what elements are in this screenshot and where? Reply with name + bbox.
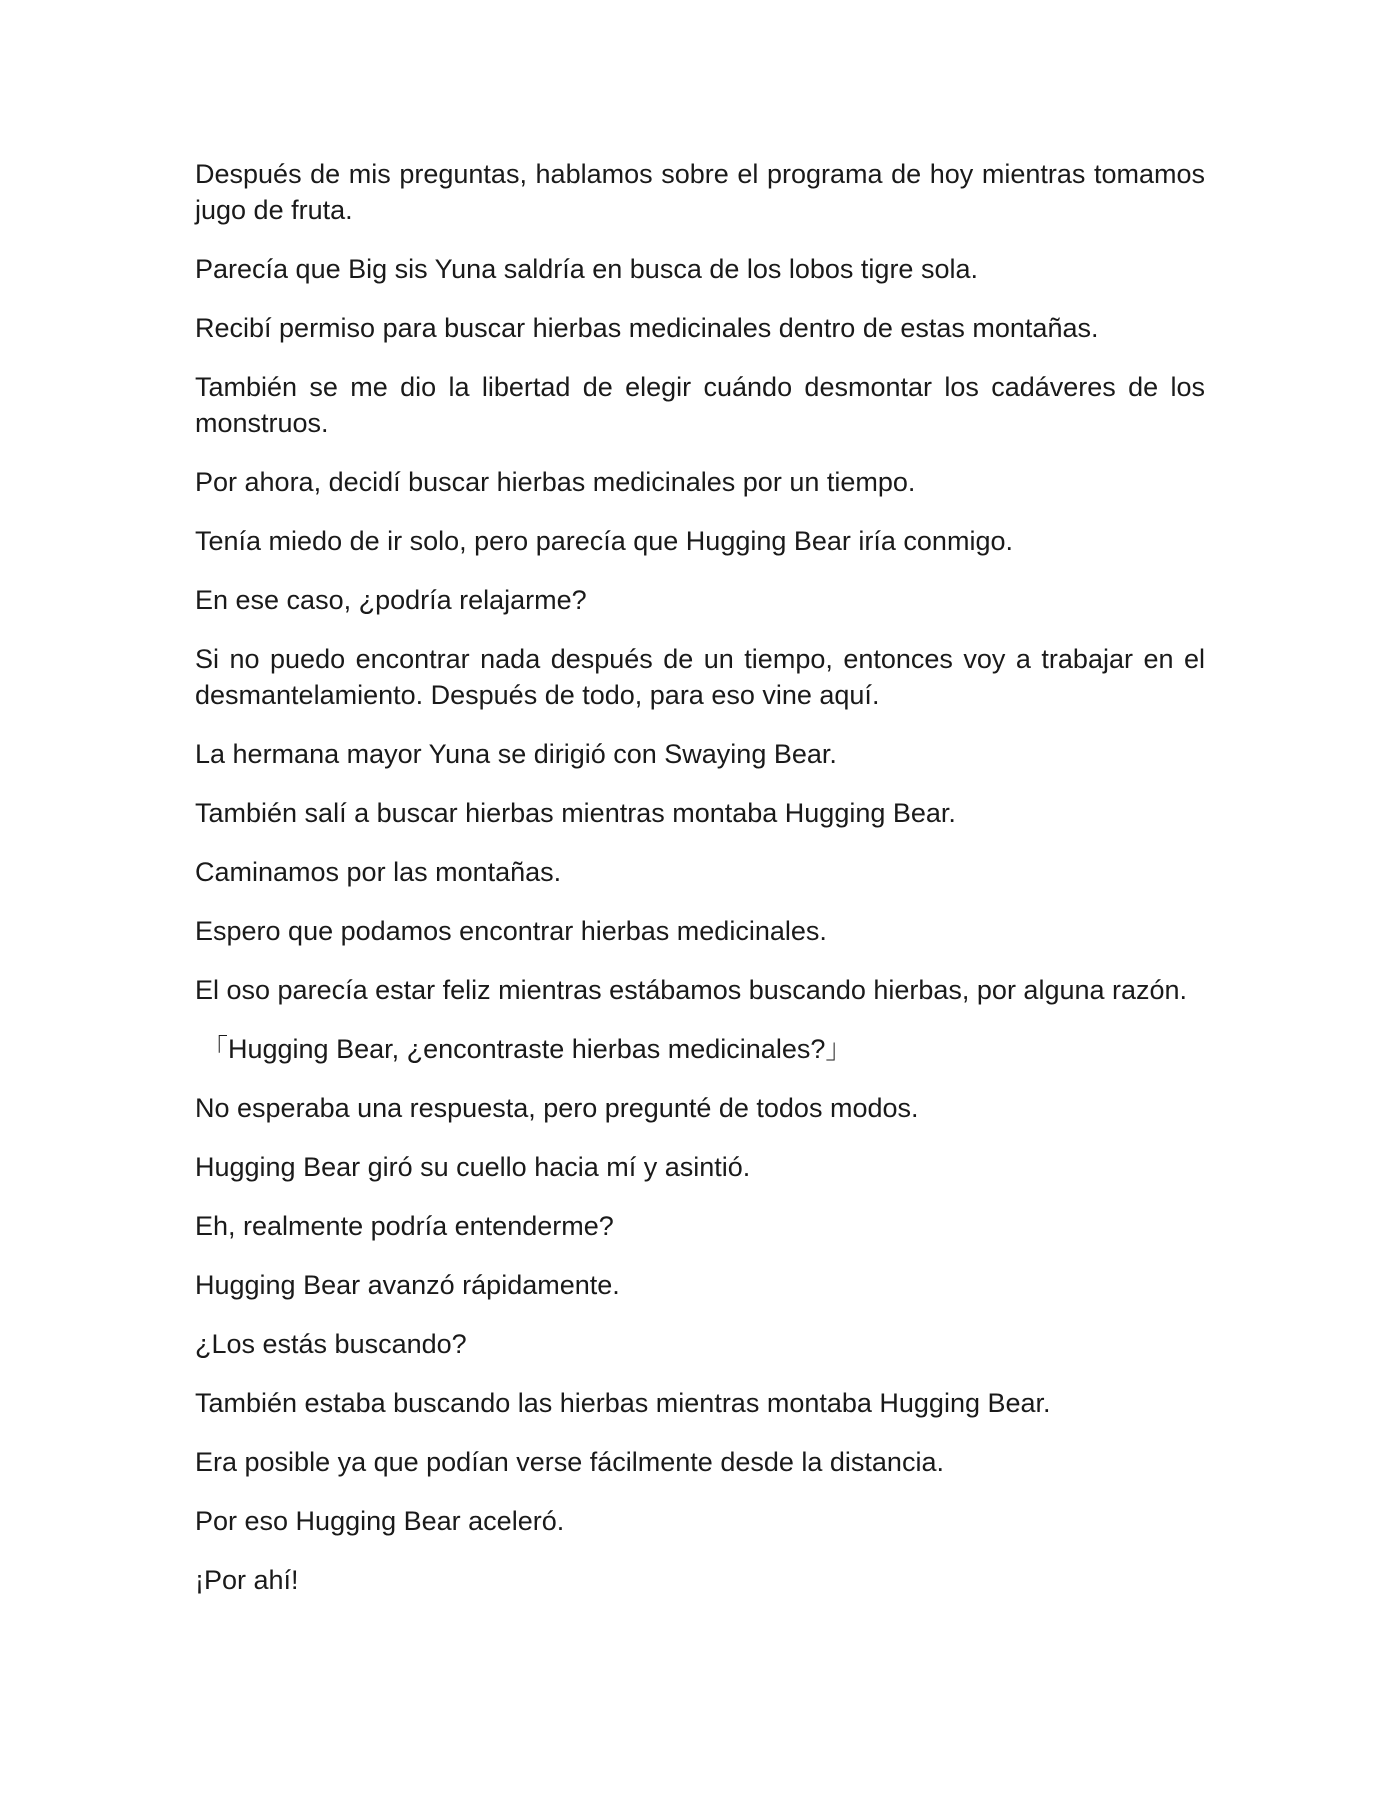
paragraph: Espero que podamos encontrar hierbas medicinales.: [195, 916, 827, 946]
paragraph: Recibí permiso para buscar hierbas medicinales dentro de estas montañas.: [195, 313, 1099, 343]
paragraph: La hermana mayor Yuna se dirigió con Swaying Bear.: [195, 739, 837, 769]
paragraph: Caminamos por las montañas.: [195, 857, 562, 887]
paragraph: ¿Los estás buscando?: [195, 1329, 467, 1359]
paragraph: Hugging Bear avanzó rápidamente.: [195, 1270, 620, 1300]
paragraph: ¡Por ahí!: [195, 1565, 299, 1595]
paragraph: También salí a buscar hierbas mientras montaba Hugging Bear.: [195, 798, 956, 828]
paragraph: En ese caso, ¿podría relajarme?: [195, 585, 587, 615]
paragraph: También se me dio la libertad de elegir cuándo desmontar los cadáveres de los monstruos.: [195, 372, 1205, 438]
paragraph: Era posible ya que podían verse fácilmente desde la distancia.: [195, 1447, 944, 1477]
paragraph: El oso parecía estar feliz mientras estábamos buscando hierbas, por alguna razón.: [195, 975, 1188, 1005]
paragraph: Si no puedo encontrar nada después de un tiempo, entonces voy a trabajar en el desmantelamiento. Después de todo, para eso vine aquí.: [195, 644, 1205, 710]
paragraph: Tenía miedo de ir solo, pero parecía que Hugging Bear iría conmigo.: [195, 526, 1013, 556]
paragraph: Por eso Hugging Bear aceleró.: [195, 1506, 565, 1536]
paragraph: Después de mis preguntas, hablamos sobre el programa de hoy mientras tomamos jugo de fruta.: [195, 159, 1205, 225]
paragraph: Por ahora, decidí buscar hierbas medicinales por un tiempo.: [195, 467, 916, 497]
paragraph: No esperaba una respuesta, pero pregunté de todos modos.: [195, 1093, 919, 1123]
paragraph: También estaba buscando las hierbas mientras montaba Hugging Bear.: [195, 1388, 1051, 1418]
paragraph: Hugging Bear giró su cuello hacia mí y asintió.: [195, 1152, 751, 1182]
dialogue-line: 「Hugging Bear, ¿encontraste hierbas medicinales?」: [201, 1034, 853, 1064]
paragraph: Eh, realmente podría entenderme?: [195, 1211, 614, 1241]
document-page: [195, 156, 1205, 1621]
paragraph: Parecía que Big sis Yuna saldría en busca de los lobos tigre sola.: [195, 254, 978, 284]
